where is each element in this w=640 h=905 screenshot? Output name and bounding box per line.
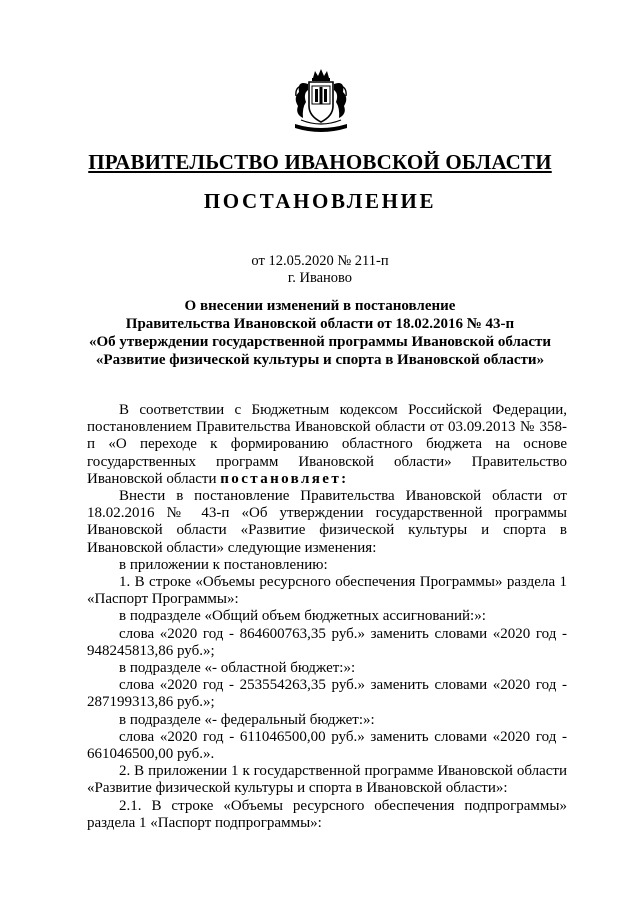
subject-line: «Развитие физической культуры и спорта в Ивановской области»: [95, 352, 545, 368]
paragraph: 2. В приложении 1 к государственной программе Ивановской области «Развитие физической культуры и спорта в Ивановской области»:: [87, 763, 567, 797]
paragraph: в подразделе «- федеральный бюджет:»:: [119, 711, 375, 728]
subject-line: О внесении изменений в постановление: [184, 298, 456, 314]
paragraph: Внести в постановление Правительства Ивановской области от 18.02.2016 № 43-п «Об утверждении государственной программы Ивановской области «Развитие физической культуры и спорта в Ивановской области» следующие изменения:: [87, 488, 567, 556]
coat-of-arms-icon: [289, 68, 353, 138]
resolves-keyword: постановляет:: [220, 470, 349, 487]
paragraph: [87, 402, 567, 488]
paragraph: в подразделе «- областной бюджет:»:: [119, 660, 356, 677]
paragraph-text: В соответствии с Бюджетным кодексом Российской Федерации, постановлением Правительства Ивановской области от 03.09.2013 № 358-п «О переходе к формированию областного бюджета на основе государственных программ Ивановской области» Правительство Ивановской области: [87, 402, 567, 487]
document-city: г. Иваново: [287, 270, 353, 286]
paragraph: слова «2020 год - 864600763,35 руб.» заменить словами «2020 год - 948245813,86 руб.»;: [87, 625, 567, 659]
document-body: [87, 402, 567, 832]
paragraph: в подразделе «Общий объем бюджетных ассигнований:»:: [119, 608, 486, 625]
document-meta: [0, 253, 640, 287]
subject-line: Правительства Ивановской области от 18.02.2016 № 43-п: [125, 316, 515, 332]
paragraph: в приложении к постановлению:: [119, 556, 328, 573]
paragraph: слова «2020 год - 611046500,00 руб.» заменить словами «2020 год - 661046500,00 руб.».: [87, 728, 567, 763]
document-subject: [0, 297, 640, 369]
paragraph: 1. В строке «Объемы ресурсного обеспечения Программы» раздела 1 «Паспорт Программы»:: [87, 574, 567, 608]
document-type: ПОСТАНОВЛЕНИЕ: [203, 189, 437, 213]
government-title: ПРАВИТЕЛЬСТВО ИВАНОВСКОЙ ОБЛАСТИ: [88, 150, 552, 174]
subject-line: «Об утверждении государственной программы Ивановской области: [88, 334, 552, 350]
paragraph: слова «2020 год - 253554263,35 руб.» заменить словами «2020 год - 287199313,86 руб.»;: [87, 677, 567, 711]
document-date-number: от 12.05.2020 № 211-п: [251, 253, 389, 269]
paragraph: 2.1. В строке «Объемы ресурсного обеспечения подпрограммы» раздела 1 «Паспорт подпрограммы»:: [87, 797, 567, 831]
